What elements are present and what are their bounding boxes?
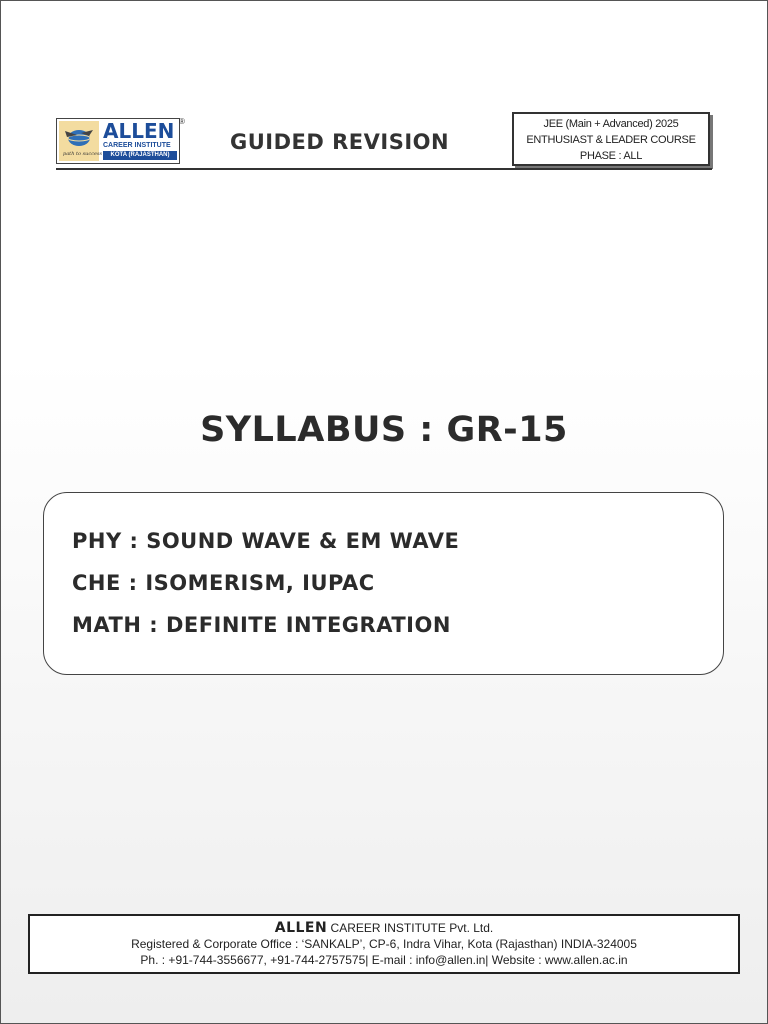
course-info-box <box>512 112 710 166</box>
footer-brand: ALLEN <box>274 920 328 936</box>
registered-mark: ® <box>179 117 185 126</box>
footer-office-address: Registered & Corporate Office : ‘SANKALP’, CP-6, Indra Vihar, Kota (Rajasthan) INDIA-324005 <box>131 937 637 951</box>
header-divider <box>56 168 712 170</box>
footer-company-line <box>30 920 738 936</box>
logo-tagline: path to success <box>63 151 103 157</box>
syllabus-item-chemistry: CHE : ISOMERISM, IUPAC <box>72 571 375 595</box>
syllabus-item-physics: PHY : SOUND WAVE & EM WAVE <box>72 529 460 553</box>
logo-brand: ALLEN <box>103 119 175 143</box>
syllabus-item-math: MATH : DEFINITE INTEGRATION <box>72 613 451 637</box>
syllabus-title: SYLLABUS : GR-15 <box>200 410 568 450</box>
logo-subtitle: CAREER INSTITUTE <box>103 142 171 149</box>
logo-location: KOTA (RAJASTHAN) <box>103 151 177 160</box>
logo-emblem <box>59 121 103 161</box>
allen-logo <box>56 118 180 164</box>
course-name: ENTHUSIAST & LEADER COURSE <box>526 134 696 146</box>
header-title: GUIDED REVISION <box>230 130 450 154</box>
footer-contact: Ph. : +91-744-3556677, +91-744-2757575| E-mail : info@allen.in| Website : www.allen.ac.in <box>140 953 628 967</box>
syllabus-box <box>43 492 724 675</box>
course-exam: JEE (Main + Advanced) 2025 <box>543 118 679 130</box>
footer-company: CAREER INSTITUTE Pvt. Ltd. <box>327 921 494 935</box>
course-phase: PHASE : ALL <box>579 150 643 162</box>
footer <box>28 914 740 974</box>
